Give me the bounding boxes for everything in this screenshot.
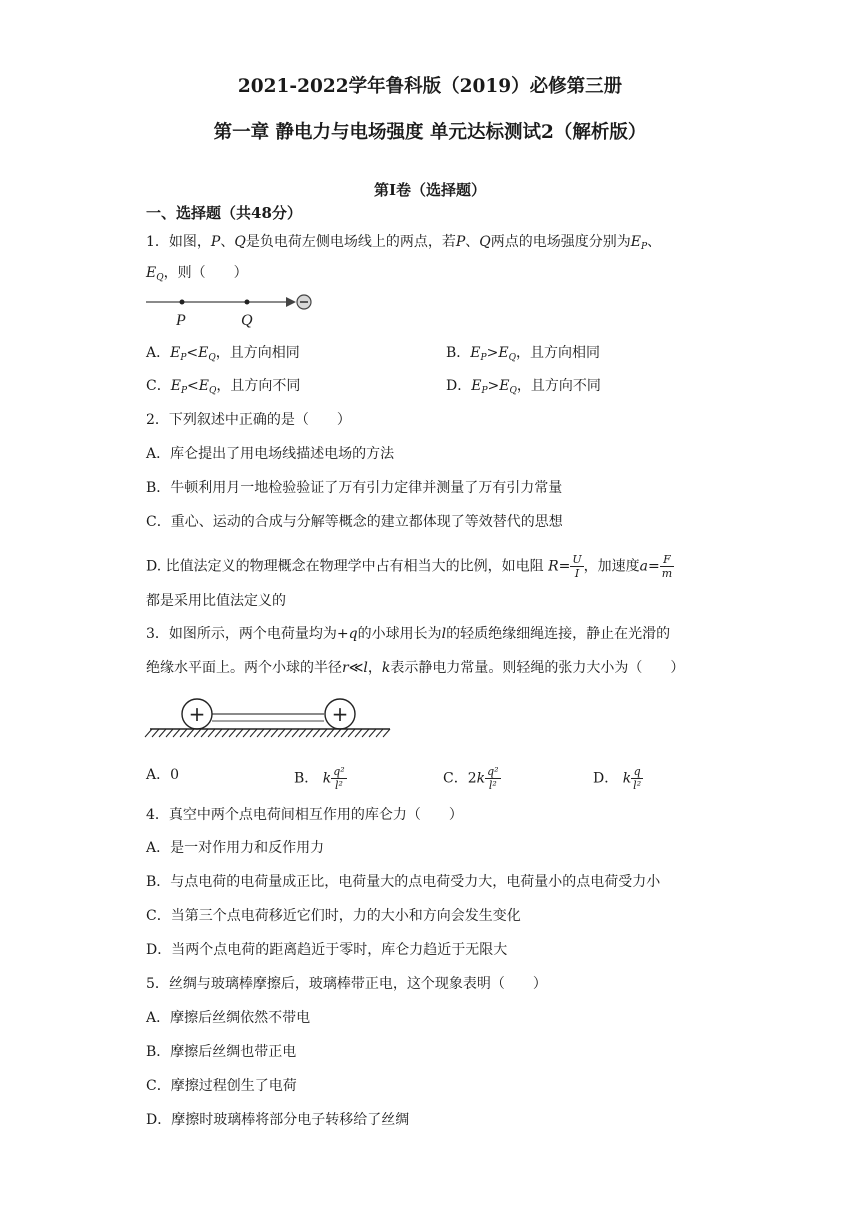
hatch-stroke — [313, 729, 320, 737]
hatch-stroke — [383, 729, 390, 737]
document-title-line2: 第一章 静电力与电场强度 单元达标测试2（解析版） — [213, 122, 647, 143]
question-2-option-c[interactable]: C．重心、运动的合成与分解等概念的建立都体现了等效替代的思想 — [146, 514, 563, 530]
question-5-option-c[interactable]: C．摩擦过程创生了电荷 — [146, 1078, 297, 1094]
question-5-option-b[interactable]: B．摩擦后丝绸也带正电 — [146, 1044, 297, 1060]
hatch-stroke — [306, 729, 313, 737]
hatch-stroke — [341, 729, 348, 737]
question-5-option-d[interactable]: D．摩擦时玻璃棒将部分电子转移给了丝绸 — [146, 1112, 410, 1128]
hatch-stroke — [159, 729, 166, 737]
hatch-stroke — [236, 729, 243, 737]
hatch-stroke — [271, 729, 278, 737]
section-heading: 一、选择题（共48分） — [146, 204, 302, 222]
question-2-option-b[interactable]: B．牛顿利用月一地检验验证了万有引力定律并测量了万有引力常量 — [146, 480, 563, 496]
question-4-option-b[interactable]: B．与点电荷的电荷量成正比，电荷量大的点电荷受力大，电荷量小的点电荷受力小 — [146, 874, 661, 890]
document-title-line1: 2021-2022学年鲁科版（2019）必修第三册 — [237, 76, 623, 97]
question-1-stem-cont: $E_Q$，则（ ） — [146, 265, 248, 283]
hatch-stroke — [264, 729, 271, 737]
hatch-stroke — [257, 729, 264, 737]
question-3-stem-cont: 绝缘水平面上。两个小球的半径r≪l，k表示静电力常量。则轻绳的张力大小为（ ） — [146, 660, 685, 676]
hatch-stroke — [348, 729, 355, 737]
question-1-option-b[interactable]: B．$E_P>E_Q$，且方向相同 — [446, 345, 600, 363]
resistance-fraction: $\frac{U}{I}$ — [572, 553, 582, 580]
question-3-option-d[interactable]: D． k $\frac{q}{\text{l²}}$ — [593, 765, 642, 792]
label-q: Q — [241, 312, 253, 329]
question-4-option-c[interactable]: C．当第三个点电荷移近它们时，力的大小和方向会发生变化 — [146, 908, 521, 924]
label-p: P — [176, 312, 186, 329]
ground-hatching — [145, 729, 390, 737]
plus-sign-right: + — [331, 702, 349, 726]
hatch-stroke — [243, 729, 250, 737]
hatch-stroke — [180, 729, 187, 737]
hatch-stroke — [362, 729, 369, 737]
acceleration-fraction: $\frac{F}{m}$ — [661, 553, 673, 580]
hatch-stroke — [194, 729, 201, 737]
hatch-stroke — [145, 729, 152, 737]
question-1-option-c[interactable]: C．$E_P<E_Q$，且方向不同 — [146, 378, 301, 396]
volume-heading: 第Ⅰ卷（选择题） — [373, 181, 487, 199]
hatch-stroke — [215, 729, 222, 737]
question-1-option-a[interactable]: A．$E_P<E_Q$，且方向相同 — [146, 345, 300, 363]
plus-sign-left: + — [188, 702, 206, 726]
hatch-stroke — [327, 729, 334, 737]
hatch-stroke — [201, 729, 208, 737]
hatch-stroke — [299, 729, 306, 737]
question-2-option-d-cont: 都是采用比值法定义的 — [146, 593, 286, 609]
hatch-stroke — [250, 729, 257, 737]
question-3-stem: 3．如图所示，两个电荷量均为+q的小球用长为l的轻质绝缘细绳连接，静止在光滑的 — [146, 626, 671, 642]
question-4-option-d[interactable]: D．当两个点电荷的距离趋近于零时，库仑力趋近于无限大 — [146, 942, 508, 958]
question-3-option-c[interactable]: C．2k $\frac{\text{q²}}{\text{l²}}$ — [443, 765, 499, 792]
question-4-option-a[interactable]: A．是一对作用力和反作用力 — [146, 840, 325, 856]
hatch-stroke — [152, 729, 159, 737]
hatch-stroke — [369, 729, 376, 737]
question-4-stem: 4．真空中两个点电荷间相互作用的库仑力（ ） — [146, 807, 463, 823]
question-3-option-a[interactable]: A．0 — [146, 767, 180, 783]
point-p-dot — [180, 300, 185, 305]
question-5-option-a[interactable]: A．摩擦后丝绸依然不带电 — [146, 1010, 311, 1026]
hatch-stroke — [278, 729, 285, 737]
hatch-stroke — [320, 729, 327, 737]
question-1-option-d[interactable]: D．$E_P>E_Q$，且方向不同 — [446, 378, 601, 396]
hatch-stroke — [334, 729, 341, 737]
hatch-stroke — [292, 729, 299, 737]
question-2-option-a[interactable]: A．库仑提出了用电场线描述电场的方法 — [146, 446, 395, 462]
hatch-stroke — [173, 729, 180, 737]
question-2-option-d[interactable]: D. 比值法定义的物理概念在物理学中占有相当大的比例，如电阻 R= $\frac{U}{I}$ ，加速度a= $\frac{F}{m}$ — [146, 553, 673, 580]
question-3-figure — [146, 696, 396, 740]
hatch-stroke — [355, 729, 362, 737]
question-3-option-b[interactable]: B． k $\frac{\text{q²}}{\text{l²}}$ — [294, 765, 345, 792]
hatch-stroke — [187, 729, 194, 737]
hatch-stroke — [222, 729, 229, 737]
question-1-stem: 1．如图，P、Q是负电荷左侧电场线上的两点，若P、Q两点的电场强度分别为$E_P$、 — [146, 234, 662, 252]
hatch-stroke — [376, 729, 383, 737]
hatch-stroke — [166, 729, 173, 737]
field-arrow-icon — [286, 297, 296, 307]
hatch-stroke — [229, 729, 236, 737]
hatch-stroke — [208, 729, 215, 737]
question-5-stem: 5．丝绸与玻璃棒摩擦后，玻璃棒带正电，这个现象表明（ ） — [146, 976, 547, 992]
question-1-figure — [146, 288, 326, 328]
question-2-stem: 2．下列叙述中正确的是（ ） — [146, 412, 351, 428]
point-q-dot — [245, 300, 250, 305]
hatch-stroke — [285, 729, 292, 737]
